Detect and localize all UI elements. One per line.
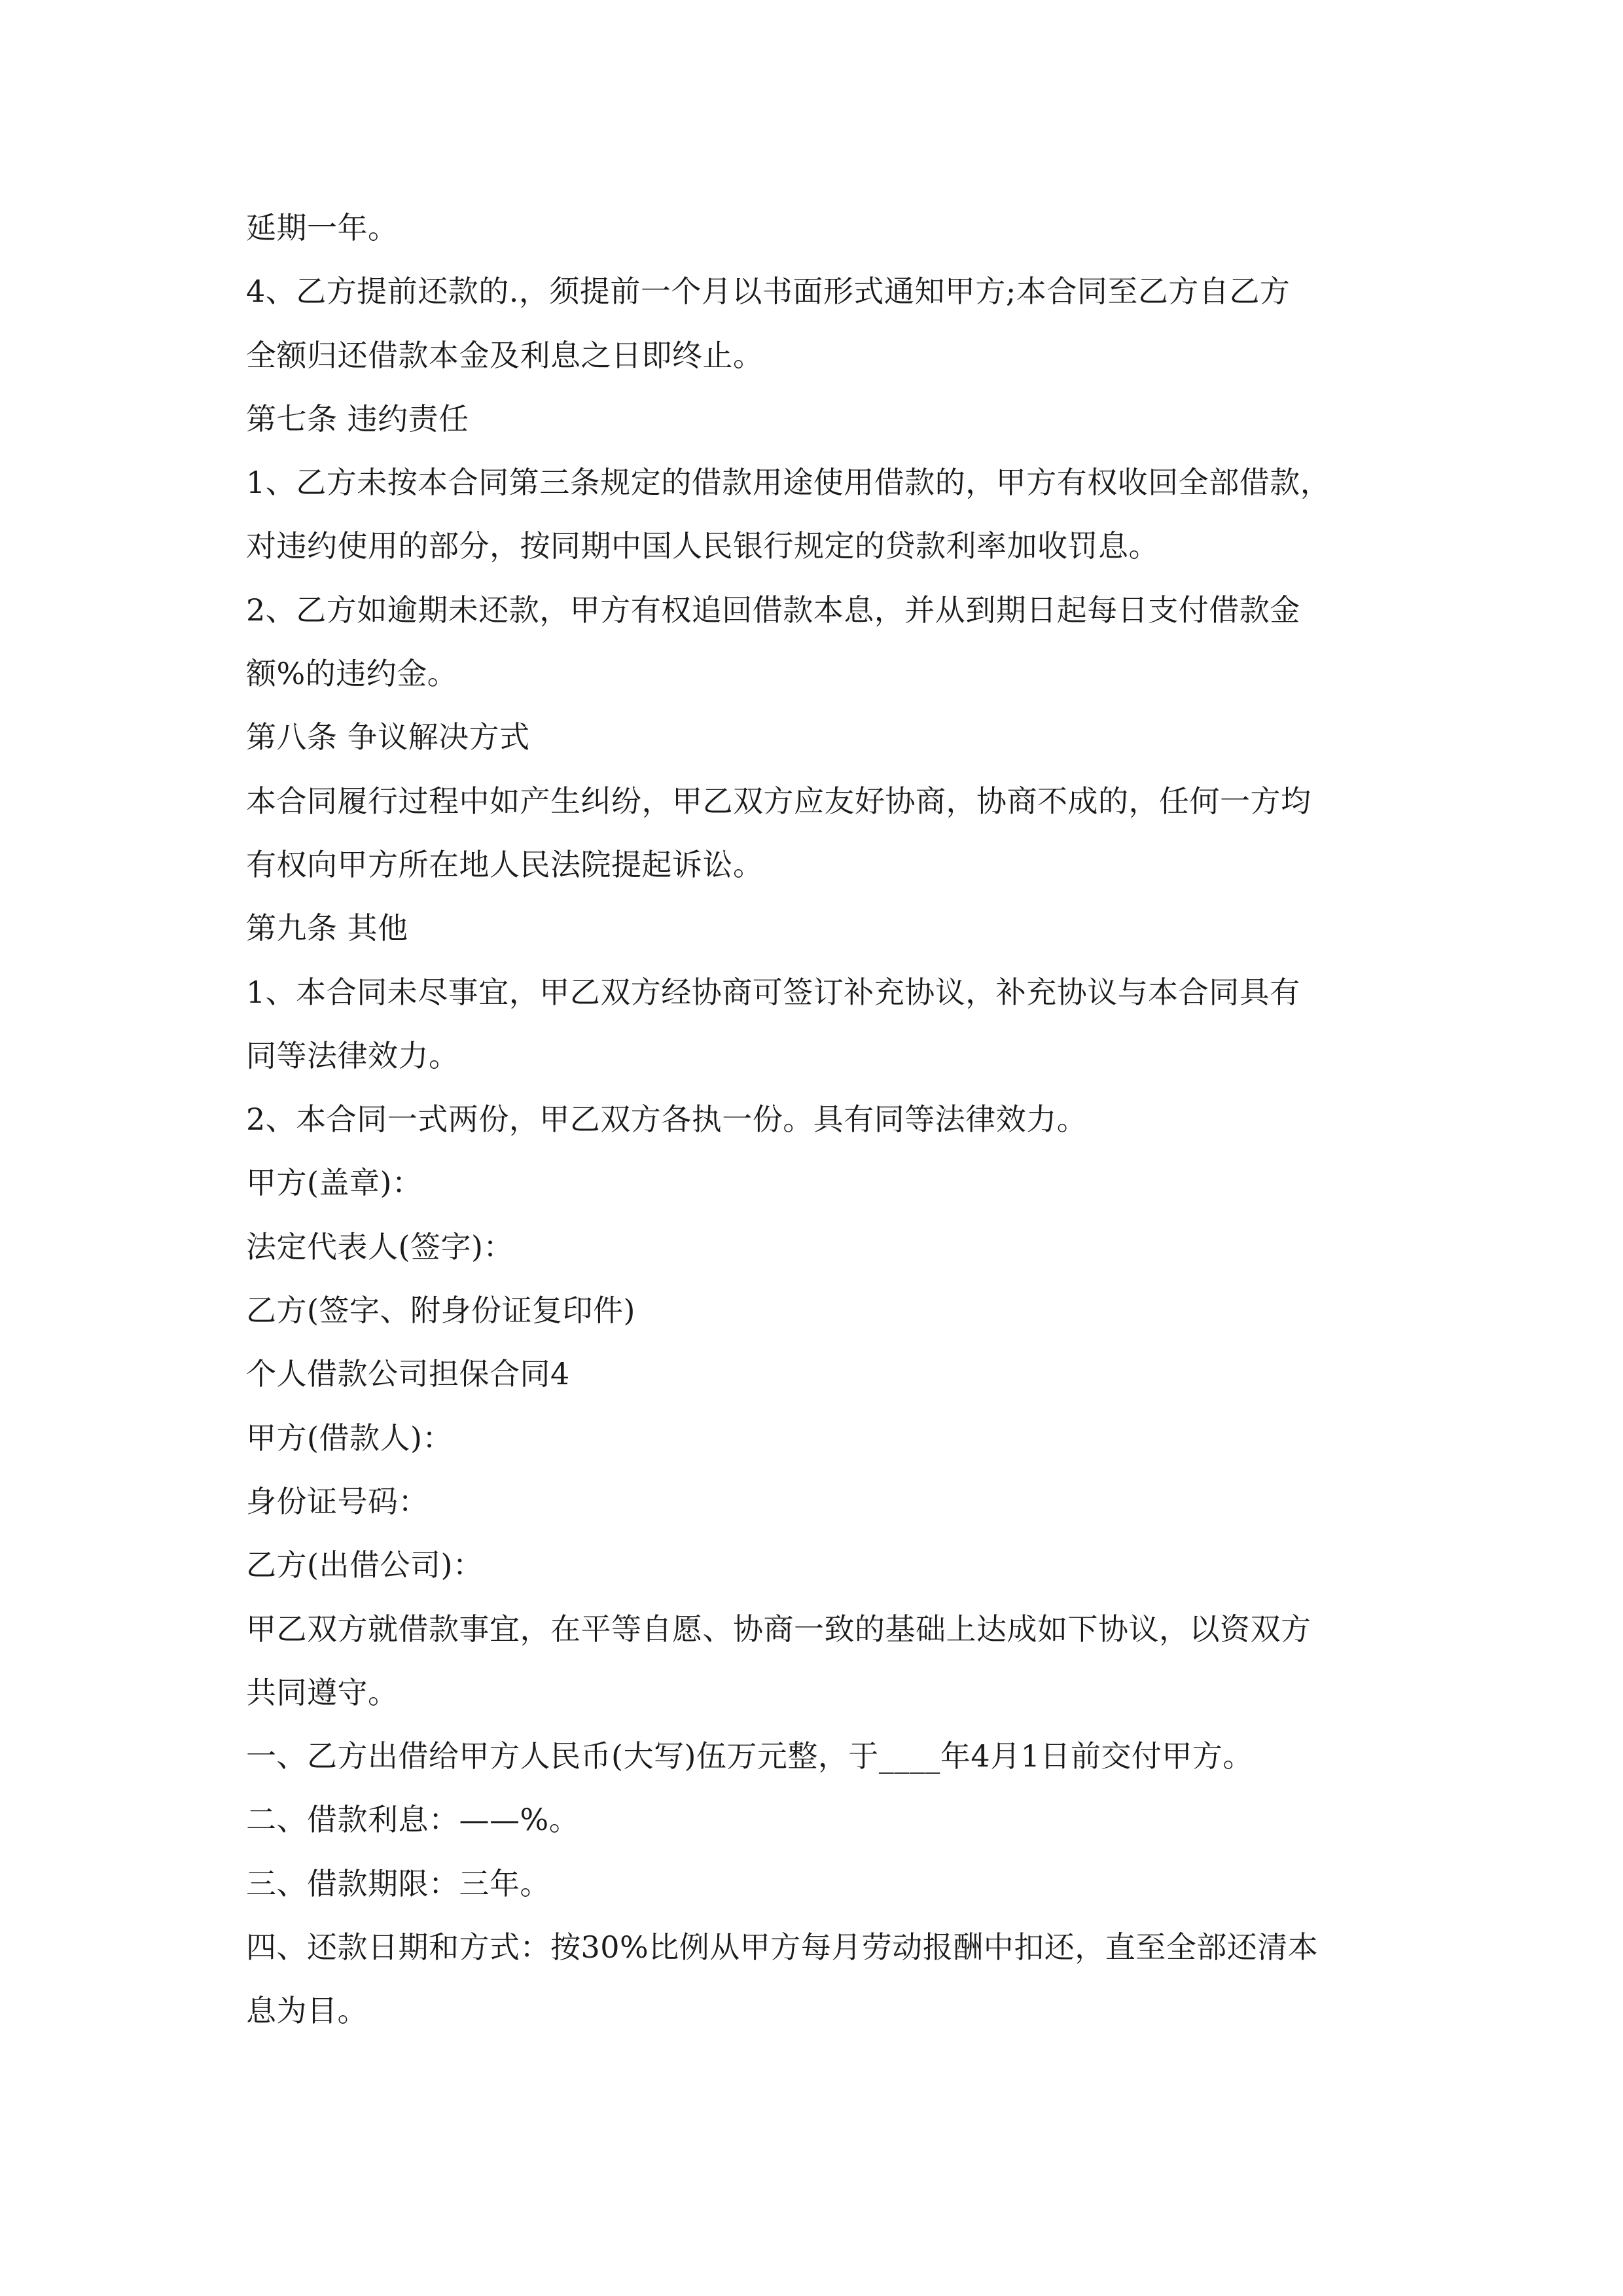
clause-3: 三、借款期限：三年。 <box>246 1865 550 1901</box>
party-b-lender: 乙方(出借公司)： <box>246 1547 484 1583</box>
text-line: 额%的违约金。 <box>246 656 458 692</box>
text-line: 有权向甲方所在地人民法院提起诉讼。 <box>246 846 764 882</box>
text-line: 对违约使用的部分，按同期中国人民银行规定的贷款利率加收罚息。 <box>246 528 1159 564</box>
text-line: 全额归还借款本金及利息之日即终止。 <box>246 337 764 373</box>
clause-1: 一、乙方出借给甲方人民币(大写)伍万元整，于____年4月1日前交付甲方。 <box>246 1738 1253 1774</box>
signature-legal-representative: 法定代表人(签字)： <box>246 1229 514 1265</box>
text-line: 4、乙方提前还款的.，须提前一个月以书面形式通知甲方;本合同至乙方自乙方 <box>246 274 1291 310</box>
section-heading-article-7: 第七条 违约责任 <box>246 401 469 437</box>
section-heading-article-8: 第八条 争议解决方式 <box>246 719 530 755</box>
text-line: 1、乙方未按本合同第三条规定的借款用途使用借款的，甲方有权收回全部借款， <box>246 465 1331 501</box>
signature-party-b: 乙方(签字、附身份证复印件) <box>246 1293 635 1329</box>
text-line: 2、乙方如逾期未还款，甲方有权追回借款本息，并从到期日起每日支付借款金 <box>246 592 1300 628</box>
text-line: 本合同履行过程中如产生纠纷，甲乙双方应友好协商，协商不成的，任何一方均 <box>246 783 1311 819</box>
contract-title: 个人借款公司担保合同4 <box>246 1356 570 1392</box>
clause-2: 二、借款利息：——%。 <box>246 1802 580 1838</box>
text-line: 甲乙双方就借款事宜，在平等自愿、协商一致的基础上达成如下协议，以资双方 <box>246 1611 1311 1647</box>
text-line: 延期一年。 <box>246 210 399 245</box>
signature-party-a: 甲方(盖章)： <box>246 1165 423 1201</box>
document-body <box>246 196 1385 2043</box>
clause-4: 四、还款日期和方式：按30%比例从甲方每月劳动报酬中扣还，直至全部还清本 <box>246 1929 1319 1965</box>
text-line: 2、本合同一式两份，甲乙双方各执一份。具有同等法律效力。 <box>246 1102 1088 1138</box>
text-line: 同等法律效力。 <box>246 1037 459 1073</box>
text-line: 共同遵守。 <box>246 1674 399 1710</box>
id-number-field: 身份证号码： <box>246 1483 429 1519</box>
section-heading-article-9: 第九条 其他 <box>246 910 408 946</box>
text-line: 1、本合同未尽事宜，甲乙双方经协商可签订补充协议，补充协议与本合同具有 <box>246 974 1300 1010</box>
text-line: 息为目。 <box>246 1993 368 2029</box>
party-a-borrower: 甲方(借款人)： <box>246 1420 453 1456</box>
